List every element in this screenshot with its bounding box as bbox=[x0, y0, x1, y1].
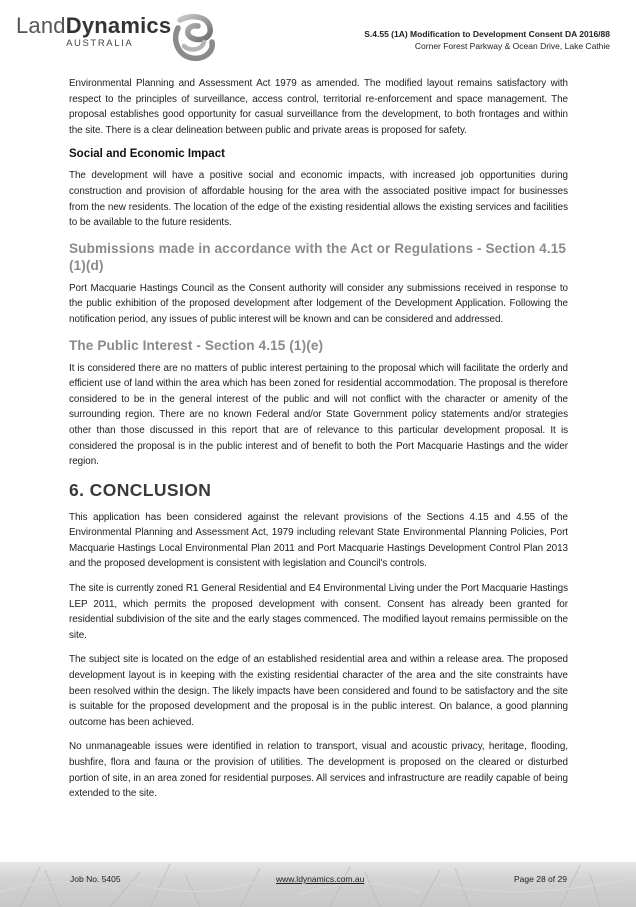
page-footer bbox=[0, 862, 636, 907]
website-link[interactable]: www.ldynamics.com.au bbox=[276, 874, 365, 884]
paragraph: The development will have a positive social and economic impacts, with increased job opportunities during construction and provision of affordable housing for the area with the associated positive impact for businesses from the new residents. The location of the edge of the existing residential allows the existing services and facilities to be available to the future residents. bbox=[69, 170, 568, 229]
document-title: S.4.55 (1A) Modification to Development Consent DA 2016/88 bbox=[364, 29, 610, 39]
logo-wordmark: LandDynamics bbox=[16, 13, 172, 38]
paragraph: It is considered there are no matters of public interest pertaining to the proposal which will facilitate the orderly and efficient use of land within the area which has been zoned for residential accommodation. The proposal is therefore considered to be in the general interest of the public and will not conflict with the character or amenity of the surrounding region. There are no known Federal and/or State Government policy statements and/or strategies other than those discussed in this report that are of relevance to this particular development proposal. It is considered the proposal is in the public interest and of benefit to both the Port Macquarie Hastings and the wider region. bbox=[69, 362, 568, 468]
company-logo bbox=[16, 14, 171, 49]
logo-subtitle: AUSTRALIA bbox=[66, 38, 134, 49]
paragraph: Environmental Planning and Assessment Act 1979 as amended. The modified layout remains satisfactory with respect to the principles of surveillance, access control, territorial re-enforcement and space management. The proposal establishes good opportunity for casual surveillance from the development, to both frontages and within the site. There is a clear delineation between public and private areas is proposed for safety. bbox=[69, 78, 568, 136]
document-reference bbox=[364, 28, 610, 52]
paragraph: The site is currently zoned R1 General Residential and E4 Environmental Living under the Port Macquarie Hastings LEP 2011, which permits the proposed development with consent. Consent has already been granted for residential subdivision of the site and the early stages commenced. The modified layout remains permissible on the site. bbox=[69, 583, 568, 641]
heading-public-interest: The Public Interest - Section 4.15 (1)(e) bbox=[69, 337, 324, 353]
document-location: Corner Forest Parkway & Ocean Drive, Lake Cathie bbox=[414, 41, 610, 51]
paragraph: This application has been considered against the relevant provisions of the Sections 4.15 and 4.55 of the Environmental Planning and Assessment Act, 1979 including relevant State Environmental Planning Policies, Port Macquarie Hastings Local Environmental Plan 2011 and Port Macquarie Hastings Development Control Plan 2013 and the proposed development is consistent with legislation and Council's controls. bbox=[69, 511, 568, 570]
paragraph: Port Macquarie Hastings Council as the Consent authority will consider any submissions received in response to the public exhibition of the proposed development after lodgement of the Development Application. Following the notification period, any issues of public interest will be known and can be considered and addressed. bbox=[69, 282, 568, 325]
heading-submissions: Submissions made in accordance with the Act or Regulations - Section 4.15 (1)(d) bbox=[69, 240, 567, 273]
subheading-social-economic: Social and Economic Impact bbox=[69, 148, 225, 161]
logo-knot-icon bbox=[170, 12, 220, 64]
job-number: Job No. 5405 bbox=[70, 874, 121, 884]
section-heading-conclusion: 6. CONCLUSION bbox=[69, 479, 212, 500]
page-body bbox=[69, 76, 568, 811]
paragraph: No unmanageable issues were identified in relation to transport, visual and acoustic privacy, heritage, flooding, bushfire, flora and fauna or the provision of utilities. The development is proposed on the cleared or disturbed portion of site, in an area zoned for residential purposes. All services and infrastructure are readily capable of being extended to the site. bbox=[69, 741, 568, 800]
page-header bbox=[0, 0, 636, 70]
page-number: Page 28 of 29 bbox=[514, 874, 567, 884]
paragraph: The subject site is located on the edge of an established residential area and within a release area. The proposed development layout is in keeping with the existing residential character of the area and the site constraints have been resolved within the design. The likely impacts have been considered and found to be satisfactory and the site is suitable for the proposed development and the proposal is in the public interest. On balance, a good planning outcome has been achieved. bbox=[69, 654, 568, 728]
footer-grass-texture bbox=[0, 862, 636, 907]
